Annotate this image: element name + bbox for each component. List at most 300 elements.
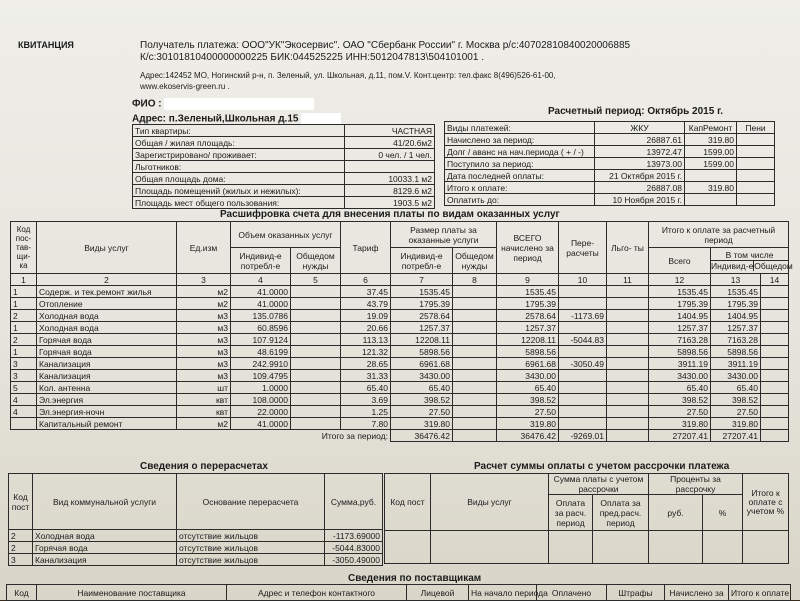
header-recalc: Пере- расчеты [559, 222, 607, 274]
service-ind: 1795.39 [711, 298, 761, 310]
service-total: 319.80 [497, 418, 559, 430]
column-number: 10 [559, 274, 607, 286]
service-total: 3430.00 [497, 370, 559, 382]
recalc-h-sum: Сумма,руб. [325, 474, 383, 530]
service-ind: 1535.45 [711, 286, 761, 298]
service-volc [291, 334, 341, 346]
info-value: ЧАСТНАЯ [345, 125, 435, 137]
column-number: 9 [497, 274, 559, 286]
service-payc [453, 418, 497, 430]
service-payc [453, 370, 497, 382]
payee-line-4: www.ekoservis-green.ru . [140, 82, 230, 91]
summary-row [445, 170, 775, 182]
summary-label: Оплатить до: [445, 194, 595, 206]
header-incl-ind: Индивид-е [711, 261, 754, 271]
service-row [11, 310, 789, 322]
summary-kapremont [685, 170, 737, 182]
header-unit: Ед.изм [177, 222, 231, 274]
service-total: 2578.64 [497, 310, 559, 322]
header-vol-ind: Индивид-е потребл-е [231, 248, 291, 274]
summary-row [445, 146, 775, 158]
service-volc [291, 406, 341, 418]
service-pay: 3430.00 [391, 370, 453, 382]
recalc-table [8, 473, 383, 566]
service-pay: 2578.64 [391, 310, 453, 322]
service-vol: 22.0000 [231, 406, 291, 418]
service-row [11, 370, 789, 382]
main-table-title: Расшифровка счета для внесения платы по видам оказанных услуг [220, 209, 560, 220]
suppliers-table [6, 584, 791, 601]
info-row [133, 125, 435, 137]
service-pay: 65.40 [391, 382, 453, 394]
service-ind: 398.52 [711, 394, 761, 406]
inst-h-sum: Сумма платы с учетом рассрочки [549, 474, 649, 495]
service-unit: м3 [177, 322, 231, 334]
service-vol: 60.8596 [231, 322, 291, 334]
summary-kapremont: 319.80 [685, 134, 737, 146]
service-code: 1 [11, 346, 37, 358]
recalc-code: 2 [9, 530, 33, 542]
payee-line-2: К/с:30101810400000000225 БИК:044525225 ИНН:5012047813\504101001 . [140, 52, 484, 63]
service-unit: м2 [177, 286, 231, 298]
recalc-h-name: Вид коммунальной услуги [33, 474, 177, 530]
service-volc [291, 298, 341, 310]
service-common [761, 346, 789, 358]
service-all: 7163.28 [649, 334, 711, 346]
service-recalc [559, 298, 607, 310]
info-value: 0 чел. / 1 чел. [345, 149, 435, 161]
service-ind: 7163.28 [711, 334, 761, 346]
service-pay: 1795.39 [391, 298, 453, 310]
service-name: Холодная вода [37, 310, 177, 322]
info-value: 41/20.6м2 [345, 137, 435, 149]
service-common [761, 394, 789, 406]
header-benefit: Льго- ты [607, 222, 649, 274]
service-ind: 1257.37 [711, 322, 761, 334]
service-ind: 65.40 [711, 382, 761, 394]
supplier-header: На начало периода [469, 585, 537, 601]
service-common [761, 334, 789, 346]
column-number: 8 [453, 274, 497, 286]
apartment-info-table [132, 124, 435, 209]
service-payc [453, 406, 497, 418]
service-pay: 1257.37 [391, 322, 453, 334]
inst-h-percent: Проценты за рассрочку [649, 474, 743, 495]
info-row [133, 197, 435, 209]
recalc-h-code: Код пост [9, 474, 33, 530]
inst-h-paid-period: Оплата за расч. период [549, 495, 593, 531]
service-ind: 27.50 [711, 406, 761, 418]
service-name: Эл.энергия [37, 394, 177, 406]
service-vol: 135.0786 [231, 310, 291, 322]
service-all: 1535.45 [649, 286, 711, 298]
recalc-row [9, 542, 383, 554]
service-tariff: 43.79 [341, 298, 391, 310]
summary-zhku: 13973.00 [595, 158, 685, 170]
service-benefit [607, 406, 649, 418]
totals-recalc: -9269.01 [559, 430, 607, 442]
summary-label: Поступило за период: [445, 158, 595, 170]
column-number: 7 [391, 274, 453, 286]
column-number: 5 [291, 274, 341, 286]
info-label: Общая площадь дома: [133, 173, 345, 185]
service-all: 5898.56 [649, 346, 711, 358]
service-tariff: 113.13 [341, 334, 391, 346]
supplier-header: Итого к оплате [729, 585, 791, 601]
recalc-reason: отсутствие жильцов [177, 530, 325, 542]
summary-peni [737, 134, 775, 146]
info-label: Льготников: [133, 161, 345, 173]
service-all: 1257.37 [649, 322, 711, 334]
supplier-header: Лицевой [407, 585, 469, 601]
suppliers-title: Сведения по поставщикам [348, 573, 482, 584]
recalc-name: Холодная вода [33, 530, 177, 542]
recalc-h-reason: Основание перерасчета [177, 474, 325, 530]
service-code: 3 [11, 358, 37, 370]
service-unit: м3 [177, 334, 231, 346]
service-tariff: 65.40 [341, 382, 391, 394]
service-all: 1404.95 [649, 310, 711, 322]
service-payc [453, 394, 497, 406]
service-payc [453, 298, 497, 310]
info-label: Тип квартиры: [133, 125, 345, 137]
service-recalc: -1173.69 [559, 310, 607, 322]
summary-zhku: 21 Октября 2015 г. [595, 170, 685, 182]
info-label: Зарегистрировано/ проживает: [133, 149, 345, 161]
payee-box [132, 36, 792, 94]
service-total: 5898.56 [497, 346, 559, 358]
service-payc [453, 286, 497, 298]
supplier-header: Оплачено [537, 585, 607, 601]
service-tariff: 1.25 [341, 406, 391, 418]
recalc-title: Сведения о перерасчетах [140, 461, 268, 472]
service-row [11, 334, 789, 346]
header-pay-common: Общедом нужды [453, 248, 497, 274]
inst-h-services: Виды услуг [431, 474, 549, 531]
recalc-name: Канализация [33, 554, 177, 566]
service-common [761, 418, 789, 430]
service-code: 4 [11, 394, 37, 406]
recalc-sum: -3050.49000 [325, 554, 383, 566]
service-name: Отопление [37, 298, 177, 310]
header-incl-common: Общедом [754, 261, 793, 271]
summary-zhku: 26887.61 [595, 134, 685, 146]
info-value [345, 161, 435, 173]
recalc-code: 3 [9, 554, 33, 566]
service-row [11, 382, 789, 394]
service-unit: м2 [177, 298, 231, 310]
service-pay: 6961.68 [391, 358, 453, 370]
totals-all: 27207.41 [649, 430, 711, 442]
service-ind: 3911.19 [711, 358, 761, 370]
recalc-name: Горячая вода [33, 542, 177, 554]
service-name: Кол. антенна [37, 382, 177, 394]
service-code: 5 [11, 382, 37, 394]
inst-h-pct: % [703, 495, 743, 531]
service-pay: 5898.56 [391, 346, 453, 358]
info-value: 10033.1 м2 [345, 173, 435, 185]
header-total: ВСЕГО начислено за период [497, 222, 559, 274]
summary-label: Начислено за период: [445, 134, 595, 146]
service-pay: 398.52 [391, 394, 453, 406]
column-number: 3 [177, 274, 231, 286]
summary-zhku: 26887.08 [595, 182, 685, 194]
summary-row [445, 158, 775, 170]
service-unit: квт [177, 406, 231, 418]
totals-label: Итого за период: [11, 430, 391, 442]
summary-peni [737, 194, 775, 206]
service-total: 6961.68 [497, 358, 559, 370]
service-row [11, 322, 789, 334]
service-vol: 242.9910 [231, 358, 291, 370]
header-all: Всего [649, 248, 711, 274]
service-volc [291, 418, 341, 430]
service-tariff: 37.45 [341, 286, 391, 298]
column-number: 13 [711, 274, 761, 286]
payment-summary-table [444, 121, 775, 206]
service-code: 3 [11, 370, 37, 382]
supplier-header: Наименование поставщика [37, 585, 227, 601]
service-row [11, 418, 789, 430]
installment-title: Расчет суммы оплаты с учетом рассрочки платежа [474, 461, 730, 472]
service-unit: м3 [177, 370, 231, 382]
service-recalc [559, 382, 607, 394]
service-volc [291, 310, 341, 322]
recalc-reason: отсутствие жильцов [177, 542, 325, 554]
service-ind: 319.80 [711, 418, 761, 430]
service-name: Горячая вода [37, 334, 177, 346]
service-pay: 1535.45 [391, 286, 453, 298]
service-all: 27.50 [649, 406, 711, 418]
service-vol: 108.0000 [231, 394, 291, 406]
service-name: Канализация [37, 370, 177, 382]
service-benefit [607, 298, 649, 310]
service-recalc [559, 286, 607, 298]
summary-peni [737, 182, 775, 194]
service-recalc [559, 322, 607, 334]
service-ind: 5898.56 [711, 346, 761, 358]
column-number: 1 [11, 274, 37, 286]
summary-row [445, 194, 775, 206]
service-benefit [607, 370, 649, 382]
service-unit: м3 [177, 358, 231, 370]
service-pay: 27.50 [391, 406, 453, 418]
service-code: 2 [11, 334, 37, 346]
header-pay-ind: Индивид-е потребл-е [391, 248, 453, 274]
service-vol: 107.9124 [231, 334, 291, 346]
service-payc [453, 310, 497, 322]
recalc-code: 2 [9, 542, 33, 554]
column-number: 6 [341, 274, 391, 286]
service-benefit [607, 394, 649, 406]
service-volc [291, 382, 341, 394]
info-label: Площадь мест общего пользования: [133, 197, 345, 209]
supplier-header: Код [7, 585, 37, 601]
service-tariff: 20.66 [341, 322, 391, 334]
summary-zhku: 13972.47 [595, 146, 685, 158]
service-vol: 41.0000 [231, 286, 291, 298]
payee-line-3: Адрес:142452 МО, Ногинский р-н, п. Зеленый, ул. Школьная, д.11, пом.V. Конт.центр: тел.факс 8(496)526-61-00, [140, 71, 556, 80]
column-number: 14 [761, 274, 789, 286]
recalc-sum: -5044.83000 [325, 542, 383, 554]
info-label: Общая / жилая площадь: [133, 137, 345, 149]
service-benefit [607, 346, 649, 358]
service-recalc [559, 418, 607, 430]
supplier-header: Штрафы [607, 585, 665, 601]
service-benefit [607, 418, 649, 430]
service-common [761, 358, 789, 370]
service-code: 1 [11, 322, 37, 334]
service-name: Эл.энергия-ночн [37, 406, 177, 418]
summary-row [445, 182, 775, 194]
header-pay-size: Размер платы за оказанные услуги [391, 222, 497, 248]
receipt-title: КВИТАНЦИЯ [18, 40, 74, 50]
column-number: 4 [231, 274, 291, 286]
service-tariff: 31.33 [341, 370, 391, 382]
service-vol: 48.6199 [231, 346, 291, 358]
service-common [761, 322, 789, 334]
service-unit: квт [177, 394, 231, 406]
service-total: 1257.37 [497, 322, 559, 334]
service-recalc [559, 394, 607, 406]
info-label: Площадь помещений (жилых и нежилых): [133, 185, 345, 197]
service-vol: 41.0000 [231, 298, 291, 310]
summary-label: Дата последней оплаты: [445, 170, 595, 182]
header-tariff: Тариф [341, 222, 391, 274]
service-row [11, 406, 789, 418]
recalc-row [9, 554, 383, 566]
service-code [11, 418, 37, 430]
service-vol: 109.4795 [231, 370, 291, 382]
summary-header: Виды платежей: [445, 122, 595, 134]
redacted-name [164, 98, 314, 110]
summary-peni [737, 170, 775, 182]
service-tariff: 121.32 [341, 346, 391, 358]
summary-header: ЖКУ [595, 122, 685, 134]
service-payc [453, 322, 497, 334]
service-unit: м3 [177, 346, 231, 358]
fio-label: ФИО : [132, 98, 314, 111]
service-benefit [607, 322, 649, 334]
column-number: 11 [607, 274, 649, 286]
supplier-header: Адрес и телефон контактного [227, 585, 407, 601]
summary-peni [737, 146, 775, 158]
service-ind: 1404.95 [711, 310, 761, 322]
service-row [11, 358, 789, 370]
info-row [133, 137, 435, 149]
service-tariff: 7.80 [341, 418, 391, 430]
service-name: Капитальный ремонт [37, 418, 177, 430]
services-table [10, 221, 793, 442]
service-volc [291, 370, 341, 382]
installment-table [384, 473, 789, 564]
service-vol: 1.0000 [231, 382, 291, 394]
info-row [133, 173, 435, 185]
service-ind: 3430.00 [711, 370, 761, 382]
summary-header: Пени [737, 122, 775, 134]
summary-kapremont: 319.80 [685, 182, 737, 194]
service-name: Канализация [37, 358, 177, 370]
header-vol-common: Общедом нужды [291, 248, 341, 274]
inst-h-rub: руб. [649, 495, 703, 531]
summary-header-row [445, 122, 775, 134]
service-recalc [559, 370, 607, 382]
service-unit: м3 [177, 310, 231, 322]
summary-label: Итого к оплате: [445, 182, 595, 194]
service-code: 1 [11, 286, 37, 298]
service-unit: шт [177, 382, 231, 394]
inst-h-code: Код пост [385, 474, 431, 531]
supplier-header: Начислено за [665, 585, 729, 601]
service-all: 398.52 [649, 394, 711, 406]
column-number: 2 [37, 274, 177, 286]
header-volume: Объем оказанных услуг [231, 222, 341, 248]
service-row [11, 286, 789, 298]
service-name: Горячая вода [37, 346, 177, 358]
service-volc [291, 358, 341, 370]
service-total: 12208.11 [497, 334, 559, 346]
service-unit: м2 [177, 418, 231, 430]
service-benefit [607, 358, 649, 370]
service-common [761, 286, 789, 298]
service-tariff: 19.09 [341, 310, 391, 322]
service-code: 1 [11, 298, 37, 310]
info-row [133, 149, 435, 161]
summary-zhku: 10 Ноября 2015 г. [595, 194, 685, 206]
service-total: 1535.45 [497, 286, 559, 298]
header-topay: Итого к оплате за расчетный период [649, 222, 789, 248]
service-all: 65.40 [649, 382, 711, 394]
service-code: 2 [11, 310, 37, 322]
service-recalc [559, 346, 607, 358]
service-benefit [607, 382, 649, 394]
summary-peni [737, 158, 775, 170]
service-payc [453, 334, 497, 346]
info-value: 8129.6 м2 [345, 185, 435, 197]
service-payc [453, 382, 497, 394]
service-volc [291, 346, 341, 358]
service-common [761, 382, 789, 394]
service-volc [291, 394, 341, 406]
service-benefit [607, 286, 649, 298]
recalc-row [9, 530, 383, 542]
inst-h-paid-prev: Оплата за пред.расч. период [593, 495, 649, 531]
header-services: Виды услуг [37, 222, 177, 274]
service-payc [453, 358, 497, 370]
summary-kapremont: 1599.00 [685, 158, 737, 170]
totals-ind: 27207.41 [711, 430, 761, 442]
info-row [133, 161, 435, 173]
service-common [761, 298, 789, 310]
service-benefit [607, 334, 649, 346]
service-name: Холодная вода [37, 322, 177, 334]
service-total: 398.52 [497, 394, 559, 406]
service-common [761, 406, 789, 418]
service-benefit [607, 310, 649, 322]
service-payc [453, 346, 497, 358]
service-row [11, 346, 789, 358]
service-tariff: 3.69 [341, 394, 391, 406]
service-pay: 319.80 [391, 418, 453, 430]
summary-kapremont [685, 194, 737, 206]
billing-period: Расчетный период: Октябрь 2015 г. [548, 106, 724, 117]
service-total: 65.40 [497, 382, 559, 394]
service-total: 1795.39 [497, 298, 559, 310]
header-code: Код пос- тав- щи- ка [11, 222, 37, 274]
service-volc [291, 322, 341, 334]
service-name: Содерж. и тек.ремонт жилья [37, 286, 177, 298]
service-all: 3911.19 [649, 358, 711, 370]
